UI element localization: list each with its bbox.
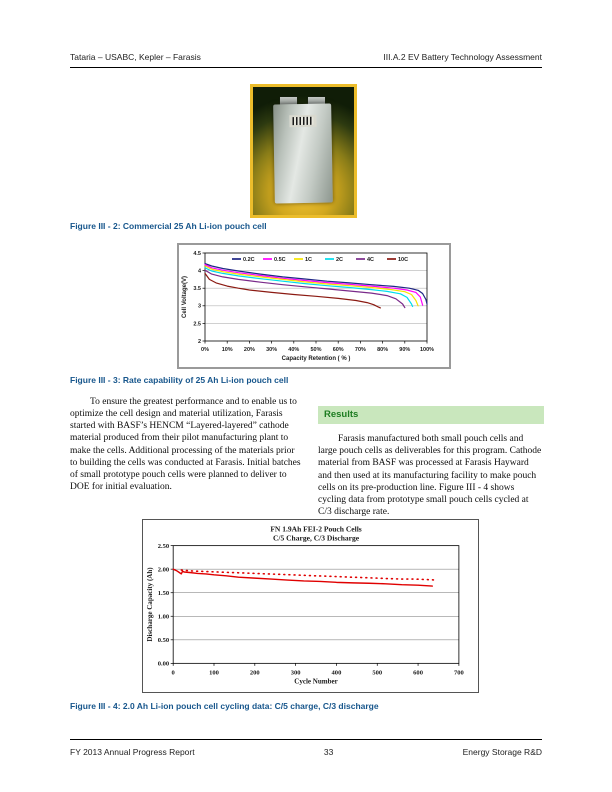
x-tick-label: 10% [221,347,233,353]
cycling-data-chart [142,519,479,693]
body-left-paragraph: To ensure the greatest performance and to enable us to optimize the cell design and material utilization, Farasis started with BASF’s HENCM “Layered-layered” cathode material produced from their pilot manufacturing plant to make the cells. Additional processing of the materials prior to building the cells was conducted at Farasis. Initial batches of small prototype pouch cells were planned to deliver to DOE for initial evaluation. [70,397,301,493]
y-tick-label: 2.00 [157,566,170,574]
x-axis-title: Capacity Retention ( % ) [281,356,351,362]
x-tick-label: 600 [413,669,423,677]
plot-frame [205,253,427,341]
figure-3-3-caption: Figure III - 3: Rate capability of 25 Ah Li-ion pouch cell [70,375,289,385]
x-tick-label: 200 [249,669,260,677]
page-header [70,52,542,68]
y-tick-label: 0.00 [157,660,170,668]
y-tick-label: 4 [197,268,201,275]
y-tick-label: 2 [197,338,201,345]
x-tick-label: 20% [243,347,255,353]
x-tick-label: 500 [372,669,383,677]
results-heading: Results [318,406,544,424]
figure-3-2-caption: Figure III - 2: Commercial 25 Ah Li-ion pouch cell [70,221,267,231]
y-tick-label: 3 [197,303,201,310]
x-tick-label: 70% [354,347,366,353]
x-tick-label: 30% [266,347,278,353]
y-tick-label: 4.5 [193,250,201,257]
y-tick-label: 2.50 [157,542,170,550]
x-tick-label: 400 [331,669,342,677]
legend-label-2C: 2C [336,257,344,263]
y-tick-label: 1.50 [157,590,170,598]
y-tick-label: 1.00 [157,613,170,621]
rate-capability-chart [177,243,451,369]
body-right-column [318,396,544,518]
header-authors: Tataria – USABC, Kepler – Farasis [70,52,201,62]
x-tick-label: 100% [419,347,435,353]
x-axis-title: Cycle Number [294,677,338,686]
x-tick-label: 0 [171,669,175,677]
legend-label-0.5C: 0.5C [274,257,286,263]
x-tick-label: 90% [399,347,411,353]
x-tick-label: 700 [453,669,464,677]
y-tick-label: 2.5 [193,321,201,328]
x-tick-label: 80% [377,347,389,353]
x-tick-label: 60% [332,347,344,353]
y-axis-title: Cell Voltage(V) [182,276,188,318]
x-tick-label: 50% [310,347,322,353]
y-tick-label: 3.5 [193,286,201,293]
chart1-box-svg [179,245,449,367]
header-section-title: III.A.2 EV Battery Technology Assessment [383,52,542,62]
body-left-column [70,396,303,518]
chart-title: C/5 Charge, C/3 Discharge [272,533,360,543]
barcode-stripes [293,116,314,124]
battery-barcode-label [290,114,317,126]
page-footer [70,739,542,757]
body-right-paragraph: Farasis manufactured both small pouch cells and large pouch cells as deliverables for this program. Cathode material from BASF was processed at Farasis Hayward and then used at its manufacturing facility to make pouch cells on its pre-production line. Figure III - 4 shows cycling data from prototype small pouch cells cycled at C/3 discharge rate. [318,434,542,518]
legend-label-10C: 10C [398,257,409,263]
battery-pouch-cell-photo [250,84,357,218]
x-tick-label: 300 [290,669,301,677]
x-tick-label: 100 [209,669,219,677]
plot-frame [173,546,459,664]
footer-page-number: 33 [323,747,334,757]
y-tick-label: 0.50 [157,637,170,645]
chart2-box-svg [143,520,478,692]
legend-label-0.2C: 0.2C [243,257,255,263]
legend-label-1C: 1C [305,257,313,263]
footer-program-name: Energy Storage R&D [462,747,542,757]
chart-title: FN 1.9Ah FEI-2 Pouch Cells [270,524,362,534]
footer-report-title: FY 2013 Annual Progress Report [70,747,195,757]
body-two-columns [70,396,544,518]
legend-label-4C: 4C [367,257,375,263]
figure-3-4-caption: Figure III - 4: 2.0 Ah Li-ion pouch cell cycling data: C/5 charge, C/3 discharge [70,701,379,711]
battery-cell-body [273,103,332,203]
y-axis-title: Discharge Capacity (Ah) [146,567,155,642]
x-tick-label: 0% [201,347,209,353]
x-tick-label: 40% [288,347,300,353]
